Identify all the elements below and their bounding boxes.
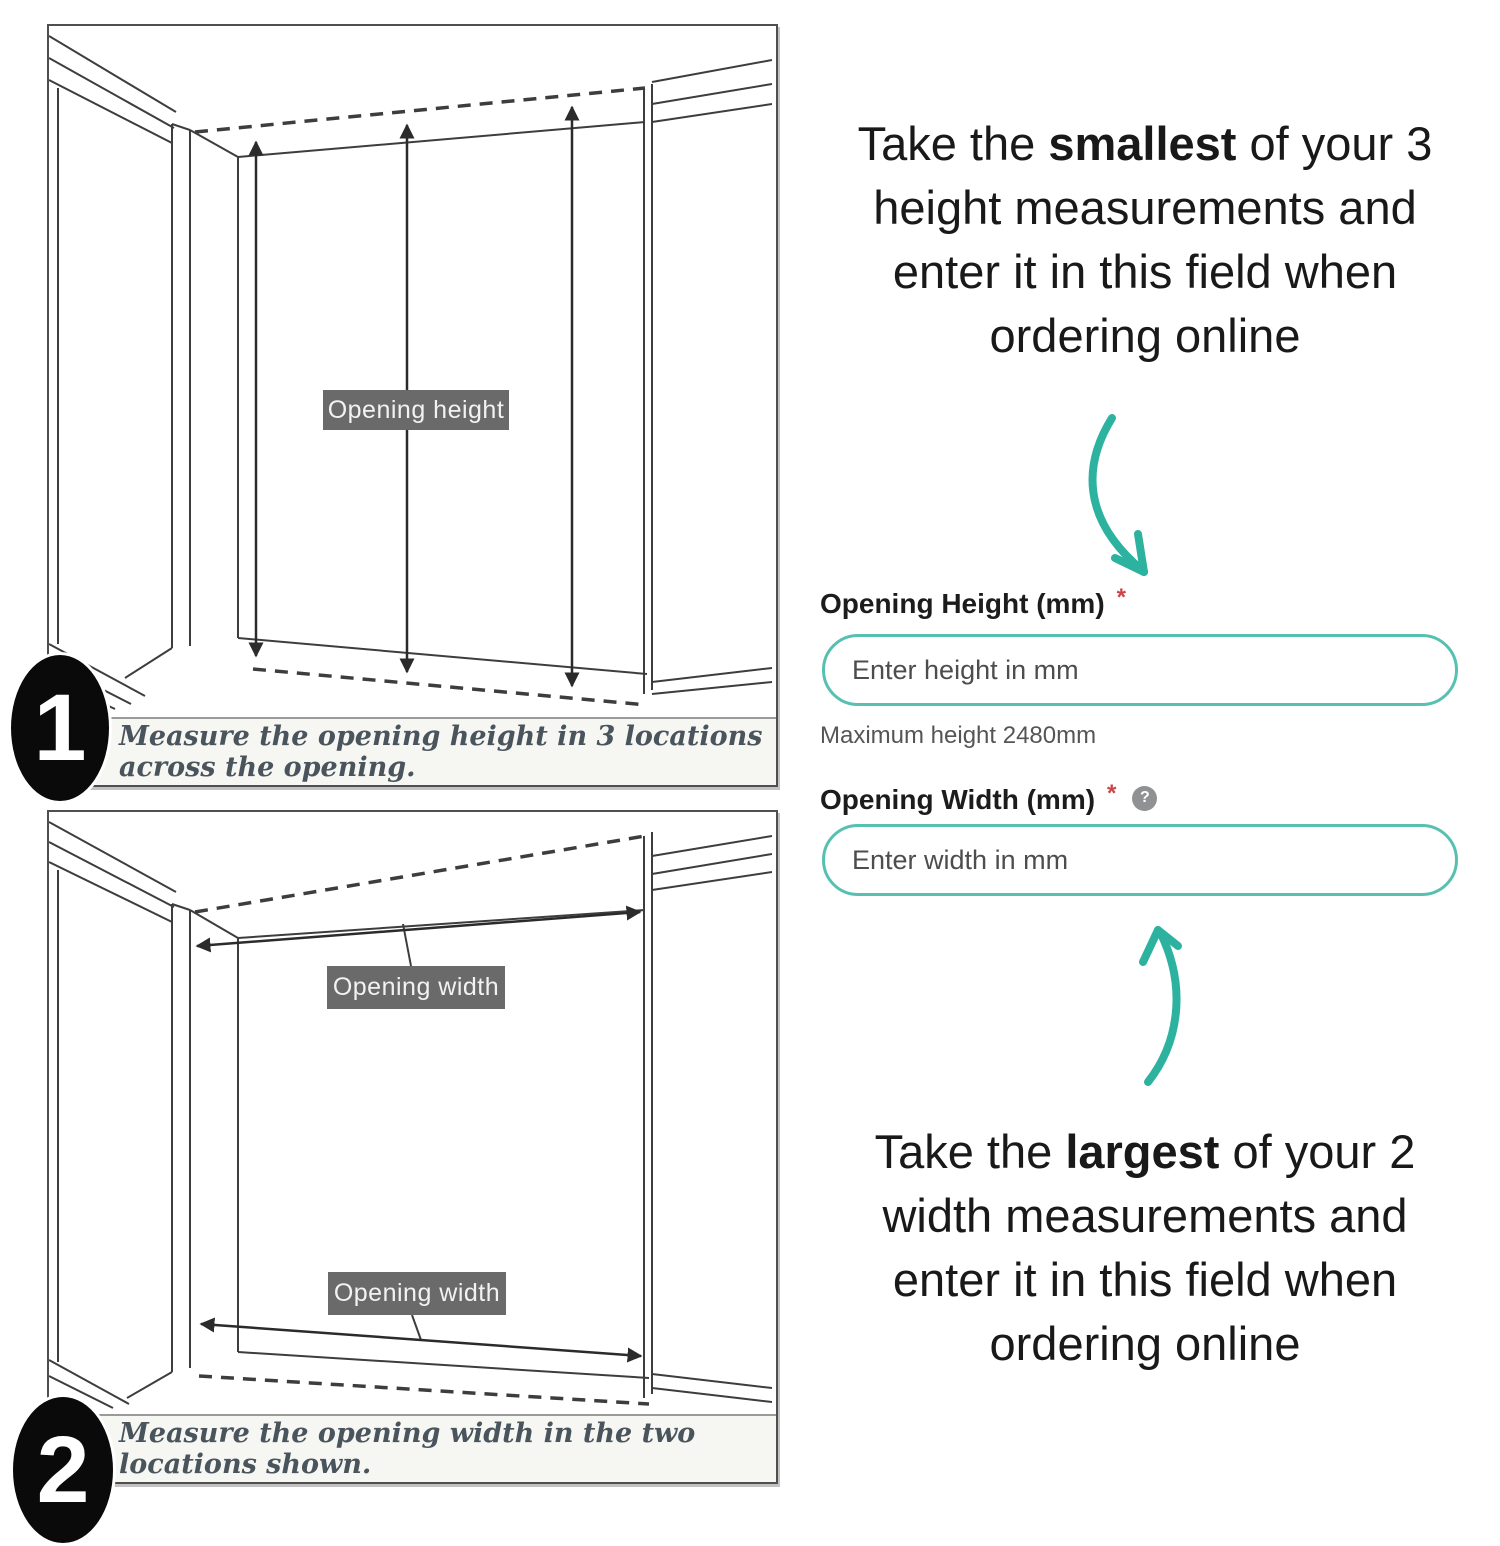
opening-height-input[interactable] (822, 634, 1458, 706)
step1-caption: Measure the opening height in 3 locations across the opening. (49, 717, 776, 785)
instruction-largest-width: Take the largest of your 2 width measurements and enter it in this field when ordering online (874, 1125, 1416, 1370)
opening-height-label-text: Opening height (327, 395, 505, 424)
instruction-smallest-height: Take the smallest of your 3 height measurements and enter it in this field when ordering online (857, 117, 1433, 362)
opening-height-field-label: Opening Height (mm) * (820, 584, 1126, 619)
help-question-icon[interactable]: ? (1132, 786, 1157, 811)
required-asterisk: * (1116, 584, 1126, 611)
opening-width-input[interactable] (822, 824, 1458, 896)
opening-width-field-label: Opening Width (mm) * ? (820, 784, 1157, 816)
opening-width-label-top: Opening width (327, 966, 505, 1009)
opening-height-label (323, 390, 509, 430)
opening-width-drawing (49, 812, 772, 1410)
curved-arrow-down-icon (1078, 408, 1188, 593)
step1-number-badge: 1 (8, 652, 112, 804)
step2-caption: Measure the opening width in the two locations shown. (49, 1414, 776, 1482)
required-asterisk: * (1107, 780, 1117, 807)
opening-height-drawing (49, 26, 772, 711)
opening-width-label-bottom: Opening width (328, 1272, 506, 1315)
max-height-helper-text: Maximum height 2480mm (820, 722, 1097, 749)
step2-number-badge: 2 (10, 1394, 116, 1546)
curved-arrow-up-icon (1118, 908, 1228, 1098)
diagram-step1-opening-height (47, 24, 778, 787)
diagram-step2-opening-width (47, 810, 778, 1484)
